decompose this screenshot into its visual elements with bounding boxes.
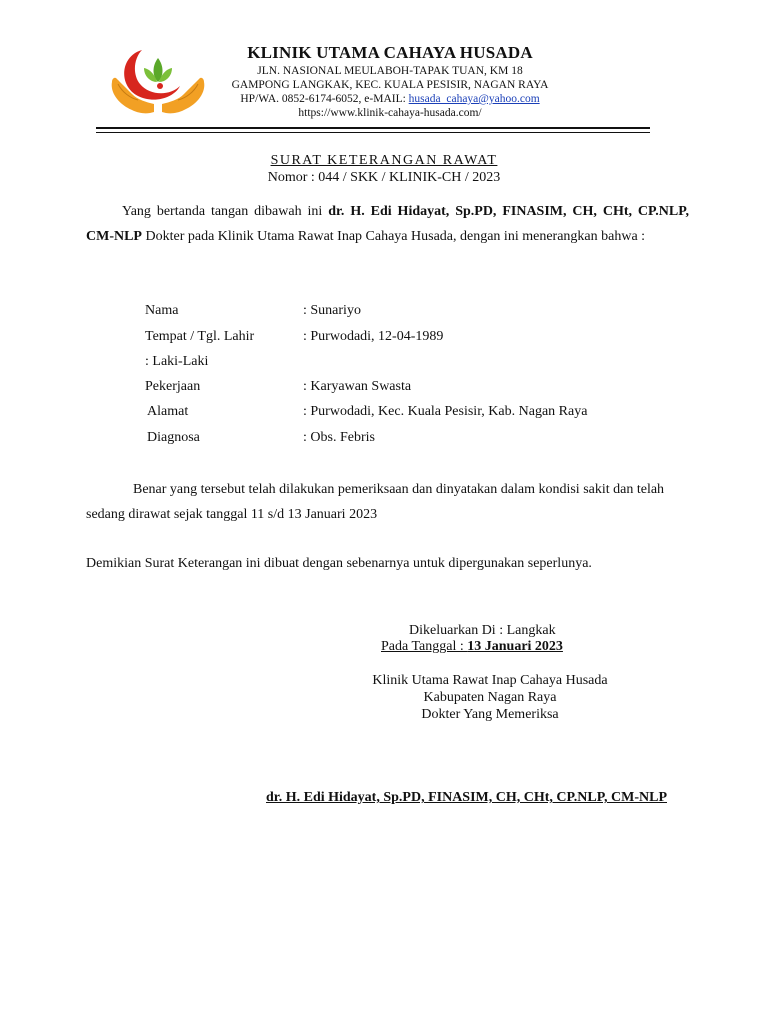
gender-value: : Laki-Laki xyxy=(145,354,209,369)
issued-at: Dikeluarkan Di : Langkak xyxy=(409,623,556,638)
name-value: : Sunariyo xyxy=(303,303,361,318)
job-value: : Karyawan Swasta xyxy=(303,379,412,394)
birth-label: Tempat / Tgl. Lahir xyxy=(145,329,255,344)
name-label: Nama xyxy=(145,303,179,318)
letterhead xyxy=(220,42,560,120)
contact-prefix: HP/WA. 0852-6174-6052, e-MAIL: xyxy=(240,93,409,105)
intro-text-2: Dokter pada Klinik Utama Rawat Inap Cahaya Husada, dengan ini menerangkan bahwa : xyxy=(142,229,646,244)
intro-paragraph xyxy=(86,199,689,249)
header-rule-thin xyxy=(96,132,650,133)
website-line: https://www.klinik-cahaya-husada.com/ xyxy=(298,107,482,119)
date-value: 13 Januari 2023 xyxy=(467,639,563,654)
address-line-1: JLN. NASIONAL MEULABOH-TAPAK TUAN, KM 18 xyxy=(257,65,523,77)
clinic-logo xyxy=(108,42,208,122)
address-line-2: GAMPONG LANGKAK, KEC. KUALA PESISIR, NAGAN RAYA xyxy=(231,79,549,91)
birth-value: : Purwodadi, 12-04-1989 xyxy=(303,329,444,344)
intro-doctor-name: dr. H. Edi Hidayat, Sp.PD, FINASIM, CH, CHt, CP.NLP, CM-NLP xyxy=(86,204,689,244)
document-number: Nomor : 044 / SKK / KLINIK-CH / 2023 xyxy=(267,170,501,185)
address-value: : Purwodadi, Kec. Kuala Pesisir, Kab. Nagan Raya xyxy=(303,404,588,419)
clinic-name: KLINIK UTAMA CAHAYA HUSADA xyxy=(247,43,533,62)
diagnosis-label: Diagnosa xyxy=(147,430,200,445)
statement-text: Benar yang tersebut telah dilakukan pemeriksaan dan dinyatakan dalam kondisi sakit dan telah sedang dirawat sejak tanggal 11 s/d 13 Januari 2023 xyxy=(86,482,665,522)
diagnosis-value: : Obs. Febris xyxy=(303,430,375,445)
signature-role: Dokter Yang Memeriksa xyxy=(421,707,559,722)
email-link[interactable]: husada_cahaya@yahoo.com xyxy=(408,93,540,105)
address-label: Alamat xyxy=(147,404,189,419)
issue-date-line xyxy=(381,638,563,655)
statement-paragraph xyxy=(86,477,689,527)
header-rule-thick xyxy=(96,127,650,129)
document-title: SURAT KETERANGAN RAWAT xyxy=(270,153,498,168)
signature-org-2: Kabupaten Nagan Raya xyxy=(423,690,557,705)
closing-paragraph: Demikian Surat Keterangan ini dibuat dengan sebenarnya untuk dipergunakan seperlunya. xyxy=(86,556,592,571)
red-dot xyxy=(157,83,163,89)
contact-line xyxy=(220,92,560,106)
date-label: Pada Tanggal : xyxy=(381,639,468,654)
signatory-name: dr. H. Edi Hidayat, Sp.PD, FINASIM, CH, CHt, CP.NLP, CM-NLP xyxy=(266,790,667,805)
signature-org-1: Klinik Utama Rawat Inap Cahaya Husada xyxy=(372,673,608,688)
intro-text-1: Yang bertanda tangan dibawah ini xyxy=(122,204,329,219)
job-label: Pekerjaan xyxy=(145,379,201,394)
